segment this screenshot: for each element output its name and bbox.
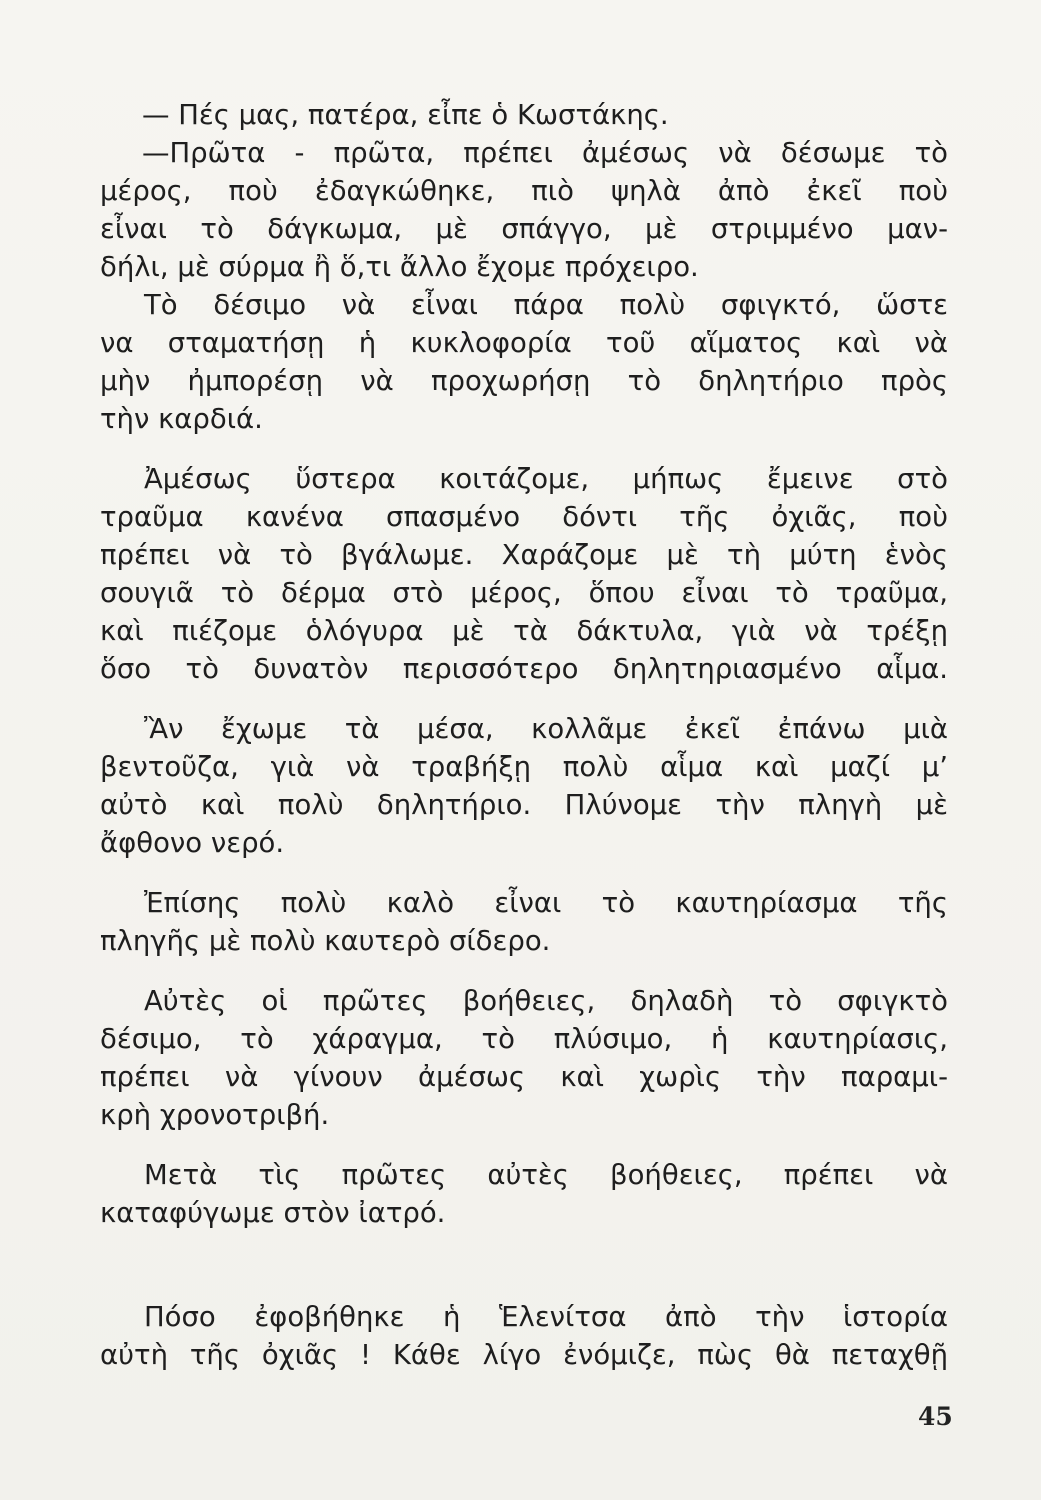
text-line: βεντοῦζα, γιὰ νὰ τραβήξῃ πολὺ αἷμα καὶ μαζί μ’ bbox=[100, 751, 948, 783]
text-line: δήλι, μὲ σύρμα ἢ ὅ,τι ἄλλο ἔχομε πρόχειρο. bbox=[100, 251, 699, 283]
text-line: —Πρῶτα - πρῶτα, πρέπει ἀμέσως νὰ δέσωμε τὸ bbox=[142, 137, 948, 169]
text-line: — Πές μας, πατέρα, εἶπε ὁ Κωστάκης. bbox=[142, 99, 669, 131]
text-line: Μετὰ τὶς πρῶτες αὐτὲς βοήθειες, πρέπει νὰ bbox=[144, 1159, 948, 1191]
text-line: να σταματήσῃ ἡ κυκλοφορία τοῦ αἵματος καὶ νὰ bbox=[100, 327, 948, 359]
body-text bbox=[100, 96, 948, 1374]
text-line: αὐτὸ καὶ πολὺ δηλητήριο. Πλύνομε τὴν πληγὴ μὲ bbox=[100, 789, 948, 821]
text-line: Αὐτὲς οἱ πρῶτες βοήθειες, δηλαδὴ τὸ σφιγκτὸ bbox=[144, 985, 948, 1017]
text-line: κρὴ χρονοτριβή. bbox=[100, 1099, 330, 1131]
text-line: Ἂν ἔχωμε τὰ μέσα, κολλᾶμε ἐκεῖ ἐπάνω μιὰ bbox=[144, 713, 948, 745]
text-line: Ἀμέσως ὕστερα κοιτάζομε, μήπως ἔμεινε στὸ bbox=[144, 463, 948, 495]
text-line: αὐτὴ τῆς ὀχιᾶς ! Κάθε λίγο ἐνόμιζε, πὼς θὰ πεταχθῇ bbox=[100, 1339, 948, 1371]
text-line: μὴν ἠμπορέσῃ νὰ προχωρήσῃ τὸ δηλητήριο πρὸς bbox=[100, 365, 948, 397]
text-line: καὶ πιέζομε ὁλόγυρα μὲ τὰ δάκτυλα, γιὰ νὰ τρέξῃ bbox=[100, 615, 948, 647]
text-line: Πόσο ἐφοβήθηκε ἡ Ἑλενίτσα ἀπὸ τὴν ἱστορία bbox=[144, 1301, 948, 1333]
text-line: μέρος, ποὺ ἐδαγκώθηκε, πιὸ ψηλὰ ἀπὸ ἐκεῖ ποὺ bbox=[100, 175, 948, 207]
text-line: Ἐπίσης πολὺ καλὸ εἶναι τὸ καυτηρίασμα τῆς bbox=[144, 887, 948, 919]
text-line: τραῦμα κανένα σπασμένο δόντι τῆς ὀχιᾶς, ποὺ bbox=[100, 501, 948, 533]
page-number: 45 bbox=[918, 1402, 953, 1431]
text-line: καταφύγωμε στὸν ἰατρό. bbox=[100, 1197, 446, 1229]
text-line: πρέπει νὰ τὸ βγάλωμε. Χαράζομε μὲ τὴ μύτη ἑνὸς bbox=[100, 539, 948, 571]
text-line: δέσιμο, τὸ χάραγμα, τὸ πλύσιμο, ἡ καυτηρίασις, bbox=[100, 1023, 948, 1055]
text-line: Τὸ δέσιμο νὰ εἶναι πάρα πολὺ σφιγκτό, ὥστε bbox=[144, 289, 948, 321]
text-line: τὴν καρδιά. bbox=[100, 403, 263, 435]
text-line: ὅσο τὸ δυνατὸν περισσότερο δηλητηριασμένο αἷμα. bbox=[100, 653, 948, 685]
text-line: πληγῆς μὲ πολὺ καυτερὸ σίδερο. bbox=[100, 925, 551, 957]
text-line: πρέπει νὰ γίνουν ἀμέσως καὶ χωρὶς τὴν παραμι- bbox=[100, 1061, 948, 1093]
text-line: σουγιᾶ τὸ δέρμα στὸ μέρος, ὅπου εἶναι τὸ τραῦμα, bbox=[100, 577, 948, 609]
text-line: ἄφθονο νερό. bbox=[100, 827, 285, 859]
text-line: εἶναι τὸ δάγκωμα, μὲ σπάγγο, μὲ στριμμένο μαν- bbox=[100, 213, 948, 245]
